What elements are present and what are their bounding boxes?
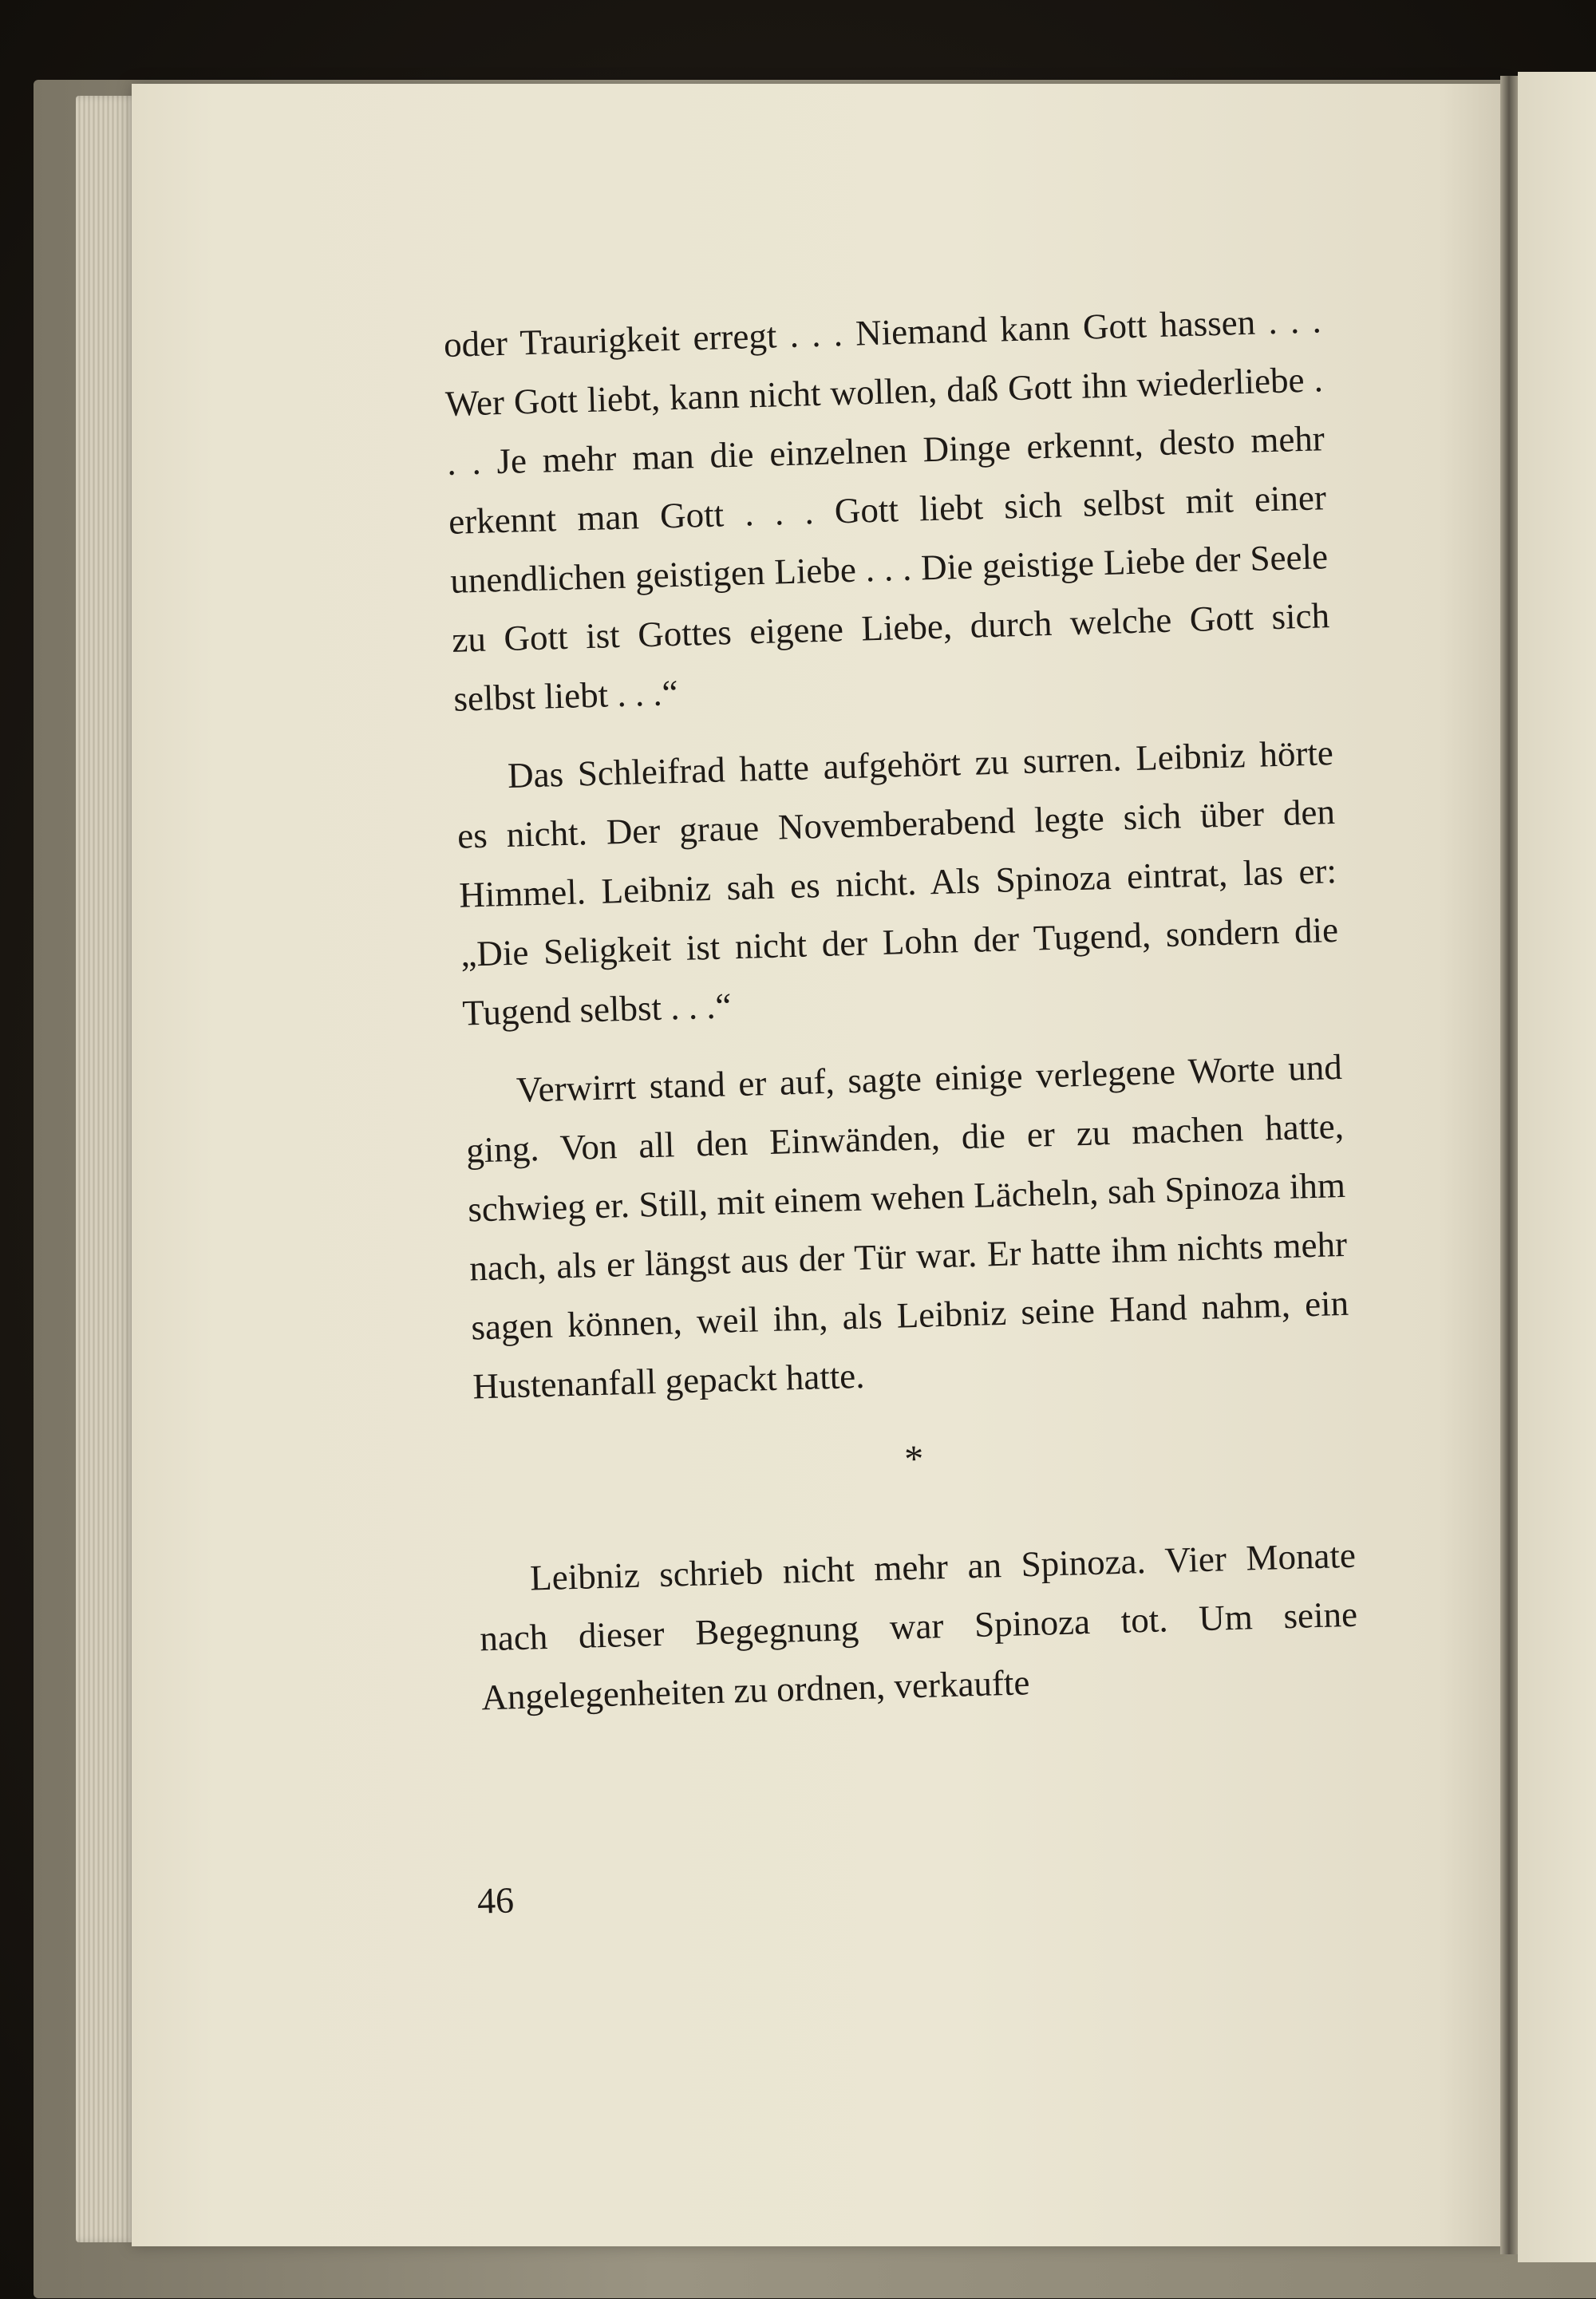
paragraph-2: Das Schleifrad hatte aufgehört zu surren. Leibniz hörte es nicht. Der graue Novemberabend legte sich über den Himmel. Leibniz sah es nicht. Als Spinoza eintrat, las er: „Die Seligkeit ist nicht der Lohn der Tugend, sondern die Tugend selbst . . .“: [456, 733, 1339, 1033]
section-separator: *: [903, 1437, 924, 1481]
page-text-block: [443, 290, 1361, 1746]
page-edges: [76, 96, 140, 2242]
book-gutter: [1500, 76, 1518, 2254]
paragraph-3: Verwirrt stand er auf, sagte einige verlegene Worte und ging. Von all den Einwänden, die er zu machen hatte, schwieg er. Still, mit einem wehen Lächeln, sah Spinoza ihm nach, als er längst aus der Tür war. Er hatte ihm nichts mehr sagen können, weil ihn, als Leibniz seine Hand nahm, ein Hustenanfall gepackt hatte.: [465, 1046, 1349, 1407]
facing-page-edge: [1518, 72, 1596, 2262]
page-number: 46: [476, 1879, 515, 1922]
paragraph-4: Leibniz schrieb nicht mehr an Spinoza. Vier Monate nach dieser Begegnung war Spinoza tot. Um seine Angelegenheiten zu ordnen, verkaufte: [479, 1535, 1358, 1718]
paragraph-1: oder Traurigkeit erregt . . . Niemand kann Gott hassen . . . Wer Gott liebt, kann nicht wollen, daß Gott ihn wiederliebe . . . Je mehr man die einzelnen Dinge erkennt, desto mehr erkennt man Gott . . . Gott liebt sich selbst mit einer unendlichen geistigen Liebe . . . Die geistige Liebe der Seele zu Gott ist Gottes eigene Liebe, durch welche Gott sich selbst liebt . . .“: [443, 300, 1330, 719]
